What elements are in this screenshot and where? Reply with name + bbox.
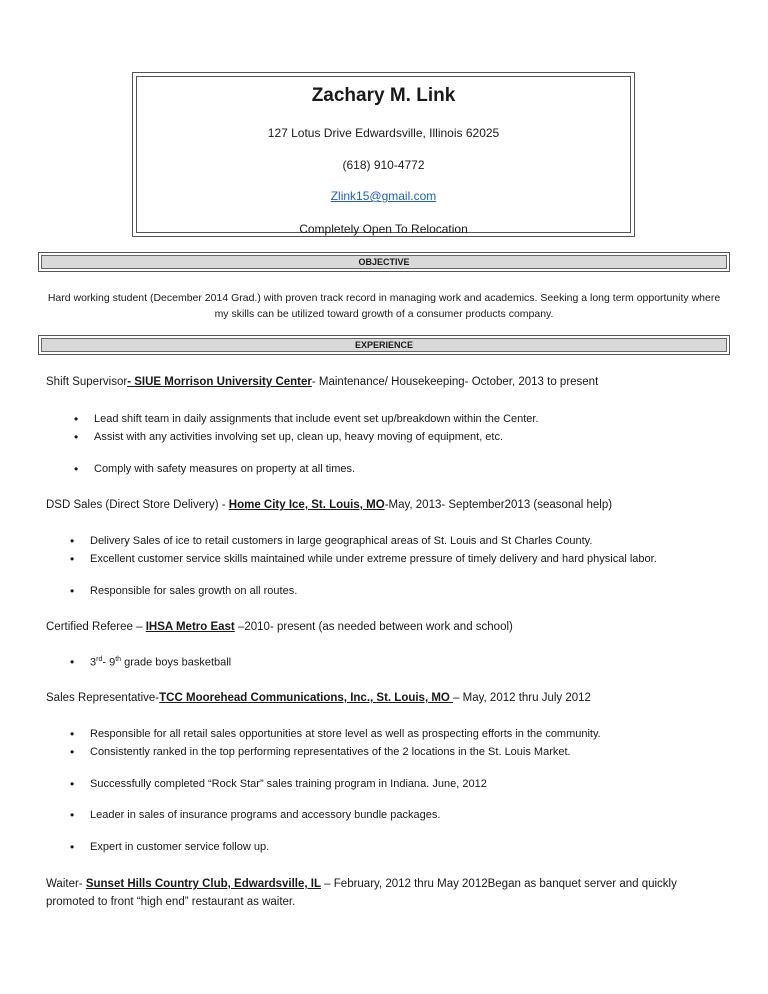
job-title: Certified Referee – — [46, 621, 146, 633]
job-heading — [46, 499, 612, 511]
job-title: Waiter- — [46, 878, 86, 890]
job-heading — [46, 875, 726, 911]
candidate-name: Zachary M. Link — [311, 85, 456, 106]
objective-text: Hard working student (December 2014 Grad.) with proven track record in managing work and academics. Seeking a long term opportunity where my skills can be utilized toward growth of a consumer products company. — [47, 292, 721, 320]
list-item-text: Lead shift team in daily assignments that include event set up/breakdown within the Center. — [94, 413, 539, 425]
experience-heading-bar — [38, 335, 730, 355]
job-title: DSD Sales (Direct Store Delivery) - — [46, 499, 229, 511]
employer-name: - SIUE Morrison University Center — [127, 376, 312, 388]
employer-name: Sunset Hills Country Club, Edwardsville, IL — [85, 878, 321, 890]
bullet-icon: • — [70, 655, 75, 669]
list-item-text: Successfully completed “Rock Star” sales training program in Indiana. June, 2012 — [90, 778, 487, 790]
job-detail: - Maintenance/ Housekeeping- October, 2013 to present — [311, 376, 599, 388]
relocation-note: Completely Open To Relocation — [299, 222, 468, 236]
bullet-icon: • — [74, 462, 79, 476]
job-title: Sales Representative- — [46, 692, 160, 704]
employer-name: IHSA Metro East — [145, 621, 235, 633]
bullet-icon: • — [70, 727, 75, 741]
list-item-text: Responsible for all retail sales opportunities at store level as well as prospecting efforts in the community. — [90, 728, 601, 740]
experience-heading: EXPERIENCE — [41, 338, 727, 352]
job-detail: –2010- present (as needed between work and school) — [234, 621, 513, 633]
list-item-text: Excellent customer service skills maintained while under extreme pressure of timely delivery and hard physical labor. — [90, 553, 657, 565]
bullet-icon: • — [70, 777, 75, 791]
list-item-text: Leader in sales of insurance programs and accessory bundle packages. — [90, 809, 441, 821]
job-detail: – May, 2012 thru July 2012 — [453, 692, 591, 704]
employer-name: Home City Ice, St. Louis, MO — [228, 499, 385, 511]
list-item-text: 3rd- 9th grade boys basketball — [90, 656, 232, 669]
job-detail: – February, 2012 thru May 2012Began as banquet server and quickly promoted to front “high end” restaurant as waiter. — [46, 878, 677, 908]
bullet-icon: • — [74, 412, 79, 426]
list-item-text: Responsible for sales growth on all routes. — [90, 585, 298, 597]
list-item-text: Comply with safety measures on property at all times. — [94, 463, 356, 475]
job-heading — [46, 376, 598, 388]
phone-number: (618) 910-4772 — [342, 158, 425, 172]
list-item-text: Delivery Sales of ice to retail customers in large geographical areas of St. Louis and St Charles County. — [90, 535, 593, 547]
bullet-icon: • — [70, 808, 75, 822]
bullet-icon: • — [70, 584, 75, 598]
job-heading — [46, 621, 513, 633]
bullet-icon: • — [70, 840, 75, 854]
employer-name: TCC Moorehead Communications, Inc., St. Louis, MO — [159, 692, 454, 704]
contact-header-inner — [136, 76, 631, 236]
job-title: Shift Supervisor — [46, 376, 128, 388]
list-item-text: Expert in customer service follow up. — [90, 841, 270, 853]
address: 127 Lotus Drive Edwardsville, Illinois 62025 — [267, 126, 500, 140]
job-heading — [46, 692, 591, 704]
bullet-icon: • — [70, 552, 75, 566]
objective-heading: OBJECTIVE — [41, 255, 727, 269]
bullet-icon: • — [70, 534, 75, 548]
objective-heading-bar — [38, 252, 730, 272]
email-link[interactable]: Zlink15@gmail.com — [330, 189, 437, 203]
job-detail: -May, 2013- September2013 (seasonal help) — [384, 499, 613, 511]
list-item-text: Assist with any activities involving set up, clean up, heavy moving of equipment, etc. — [94, 431, 504, 443]
contact-header-box — [132, 72, 635, 237]
bullet-icon: • — [74, 430, 79, 444]
list-item-text: Consistently ranked in the top performing representatives of the 2 locations in the St. Louis Market. — [90, 746, 571, 758]
bullet-icon: • — [70, 745, 75, 759]
